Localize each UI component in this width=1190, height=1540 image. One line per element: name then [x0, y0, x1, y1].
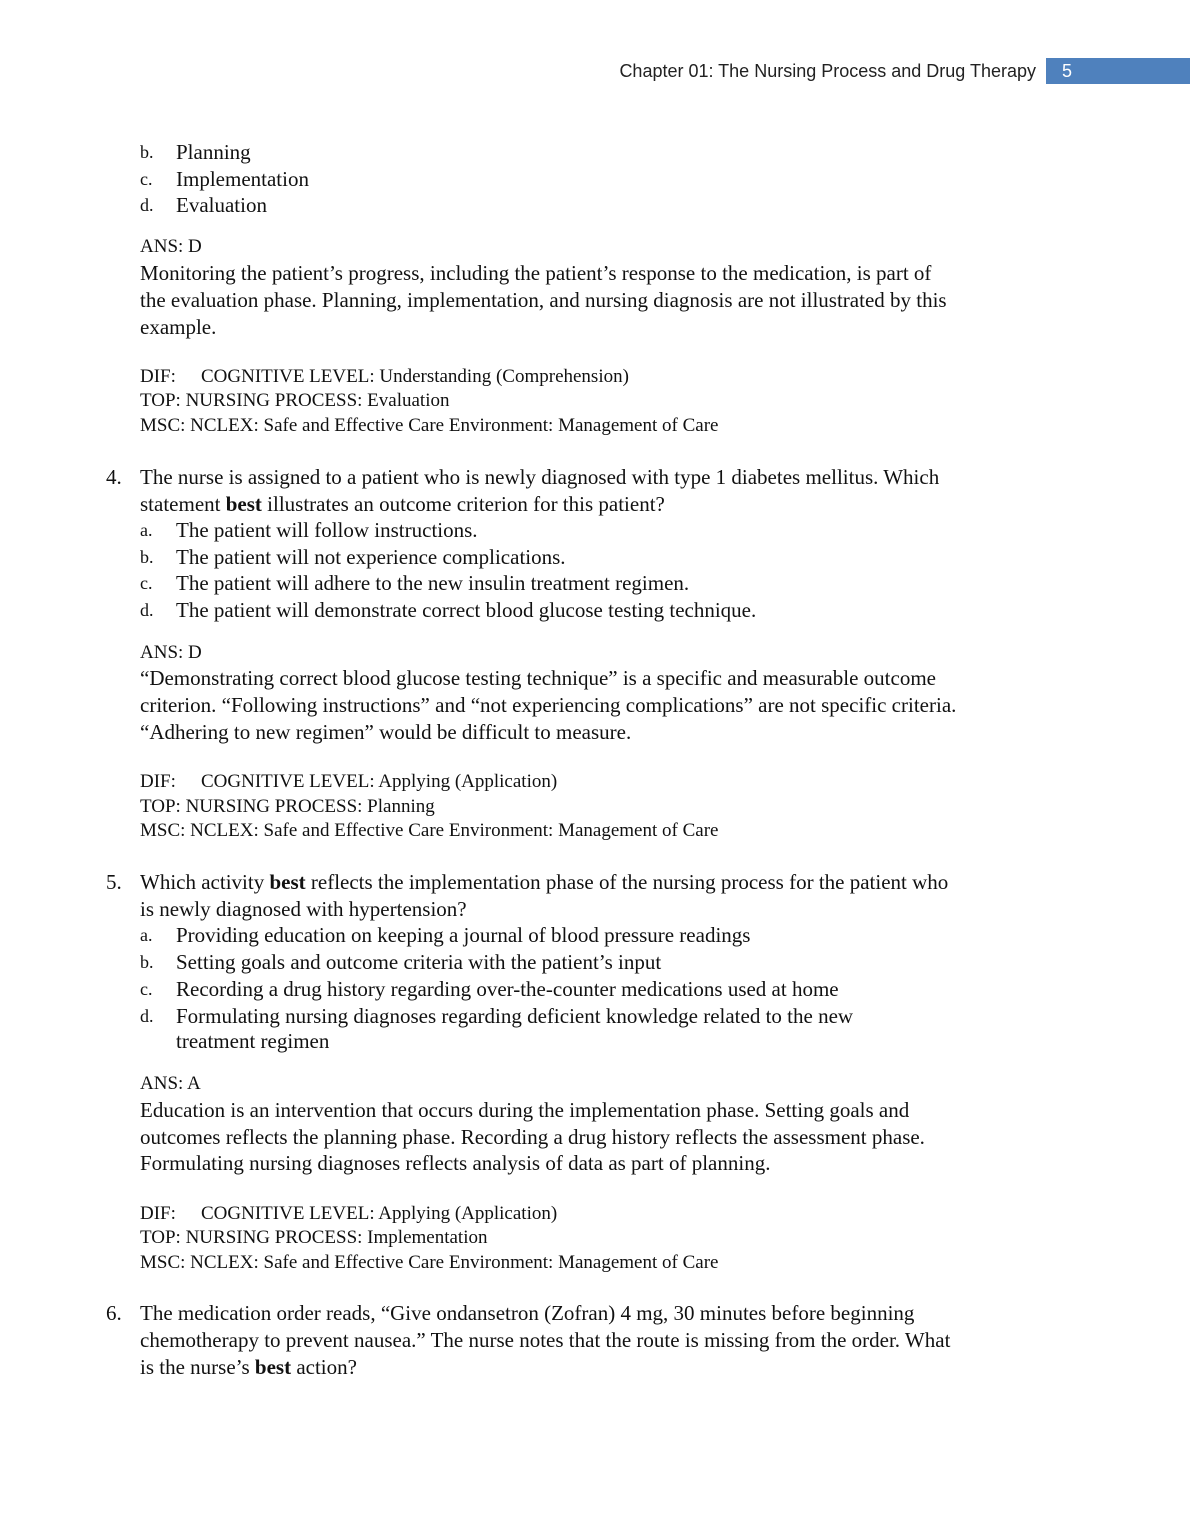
option-text: Formulating nursing diagnoses regarding deficient knowledge related to the new	[176, 1004, 854, 1028]
answer-key: ANS: D	[140, 642, 202, 663]
stem-text: is the nurse’s	[140, 1355, 255, 1379]
option-letter: c.	[140, 979, 153, 999]
stem-text: illustrates an outcome criterion for this patient?	[261, 492, 665, 516]
question-number: 6.	[106, 1301, 122, 1325]
msc-line: MSC: NCLEX: Safe and Effective Care Environment: Management of Care	[140, 820, 719, 841]
difficulty-line	[140, 365, 629, 389]
question-stem: is newly diagnosed with hypertension?	[140, 897, 467, 921]
option-text: Setting goals and outcome criteria with the patient’s input	[176, 950, 662, 974]
question-stem: The medication order reads, “Give ondansetron (Zofran) 4 mg, 30 minutes before beginning	[140, 1301, 915, 1325]
option-letter: d.	[140, 195, 154, 215]
option-letter: b.	[140, 547, 154, 567]
answer-key: ANS: D	[140, 236, 202, 257]
stem-emphasis: best	[254, 1355, 292, 1379]
question-stem: chemotherapy to prevent nausea.” The nurse notes that the route is missing from the order. What	[140, 1328, 951, 1352]
option-text: Planning	[176, 140, 251, 164]
question-number: 4.	[106, 465, 122, 489]
option-text: The patient will follow instructions.	[176, 518, 478, 542]
page-header	[0, 58, 1190, 84]
difficulty-line	[140, 1202, 557, 1226]
option-text: Implementation	[176, 167, 309, 191]
question-number: 5.	[106, 870, 122, 894]
answer-key: ANS: A	[140, 1073, 201, 1094]
dif-label: DIF:	[140, 771, 176, 792]
option-letter: b.	[140, 952, 154, 972]
stem-text: reflects the implementation phase of the nursing process for the patient who	[305, 870, 949, 894]
rationale-line: “Adhering to new regimen” would be difficult to measure.	[140, 720, 632, 744]
stem-text: action?	[291, 1355, 357, 1379]
option-letter: d.	[140, 1006, 154, 1026]
stem-emphasis: best	[269, 870, 306, 894]
option-letter: a.	[140, 925, 153, 945]
dif-label: DIF:	[140, 366, 176, 387]
option-text: Recording a drug history regarding over-the-counter medications used at home	[176, 977, 839, 1001]
difficulty-line	[140, 770, 557, 794]
option-text: Evaluation	[176, 193, 267, 217]
question-stem	[140, 491, 665, 517]
dif-label: DIF:	[140, 1203, 176, 1224]
topic-line: TOP: NURSING PROCESS: Planning	[140, 796, 435, 817]
option-text: The patient will demonstrate correct blood glucose testing technique.	[176, 598, 757, 622]
question-stem	[140, 1354, 357, 1380]
chapter-title: Chapter 01: The Nursing Process and Drug Therapy	[619, 61, 1036, 81]
page-number-badge: 5	[1046, 58, 1190, 84]
dif-value: COGNITIVE LEVEL: Applying (Application)	[201, 1203, 558, 1224]
question-stem	[140, 869, 948, 895]
rationale-line: “Demonstrating correct blood glucose testing technique” is a specific and measurable outcome	[140, 666, 936, 690]
rationale-line: example.	[140, 315, 217, 339]
stem-emphasis: best	[225, 492, 262, 516]
rationale-line: outcomes reflects the planning phase. Recording a drug history reflects the assessment phase.	[140, 1125, 925, 1149]
option-letter: a.	[140, 520, 153, 540]
msc-line: MSC: NCLEX: Safe and Effective Care Environment: Management of Care	[140, 415, 719, 436]
option-letter: c.	[140, 573, 153, 593]
stem-text: Which activity	[140, 870, 270, 894]
dif-value: COGNITIVE LEVEL: Understanding (Comprehension)	[201, 366, 629, 387]
option-text: The patient will not experience complications.	[176, 545, 566, 569]
option-letter: d.	[140, 600, 154, 620]
stem-text: statement	[140, 492, 226, 516]
option-text-continued: treatment regimen	[176, 1029, 330, 1053]
rationale-line: Formulating nursing diagnoses reflects analysis of data as part of planning.	[140, 1151, 771, 1175]
rationale-line: the evaluation phase. Planning, implementation, and nursing diagnosis are not illustrated by this	[140, 288, 947, 312]
topic-line: TOP: NURSING PROCESS: Evaluation	[140, 390, 450, 411]
option-letter: c.	[140, 169, 153, 189]
topic-line: TOP: NURSING PROCESS: Implementation	[140, 1227, 488, 1248]
option-text: Providing education on keeping a journal of blood pressure readings	[176, 923, 751, 947]
option-text: The patient will adhere to the new insulin treatment regimen.	[176, 571, 690, 595]
rationale-line: Monitoring the patient’s progress, including the patient’s response to the medication, is part of	[140, 261, 932, 285]
question-stem: The nurse is assigned to a patient who is newly diagnosed with type 1 diabetes mellitus. Which	[140, 465, 940, 489]
rationale-line: criterion. “Following instructions” and “not experiencing complications” are not specific criteria.	[140, 693, 957, 717]
option-letter: b.	[140, 142, 154, 162]
rationale-line: Education is an intervention that occurs during the implementation phase. Setting goals and	[140, 1098, 910, 1122]
dif-value: COGNITIVE LEVEL: Applying (Application)	[201, 771, 558, 792]
msc-line: MSC: NCLEX: Safe and Effective Care Environment: Management of Care	[140, 1252, 719, 1273]
